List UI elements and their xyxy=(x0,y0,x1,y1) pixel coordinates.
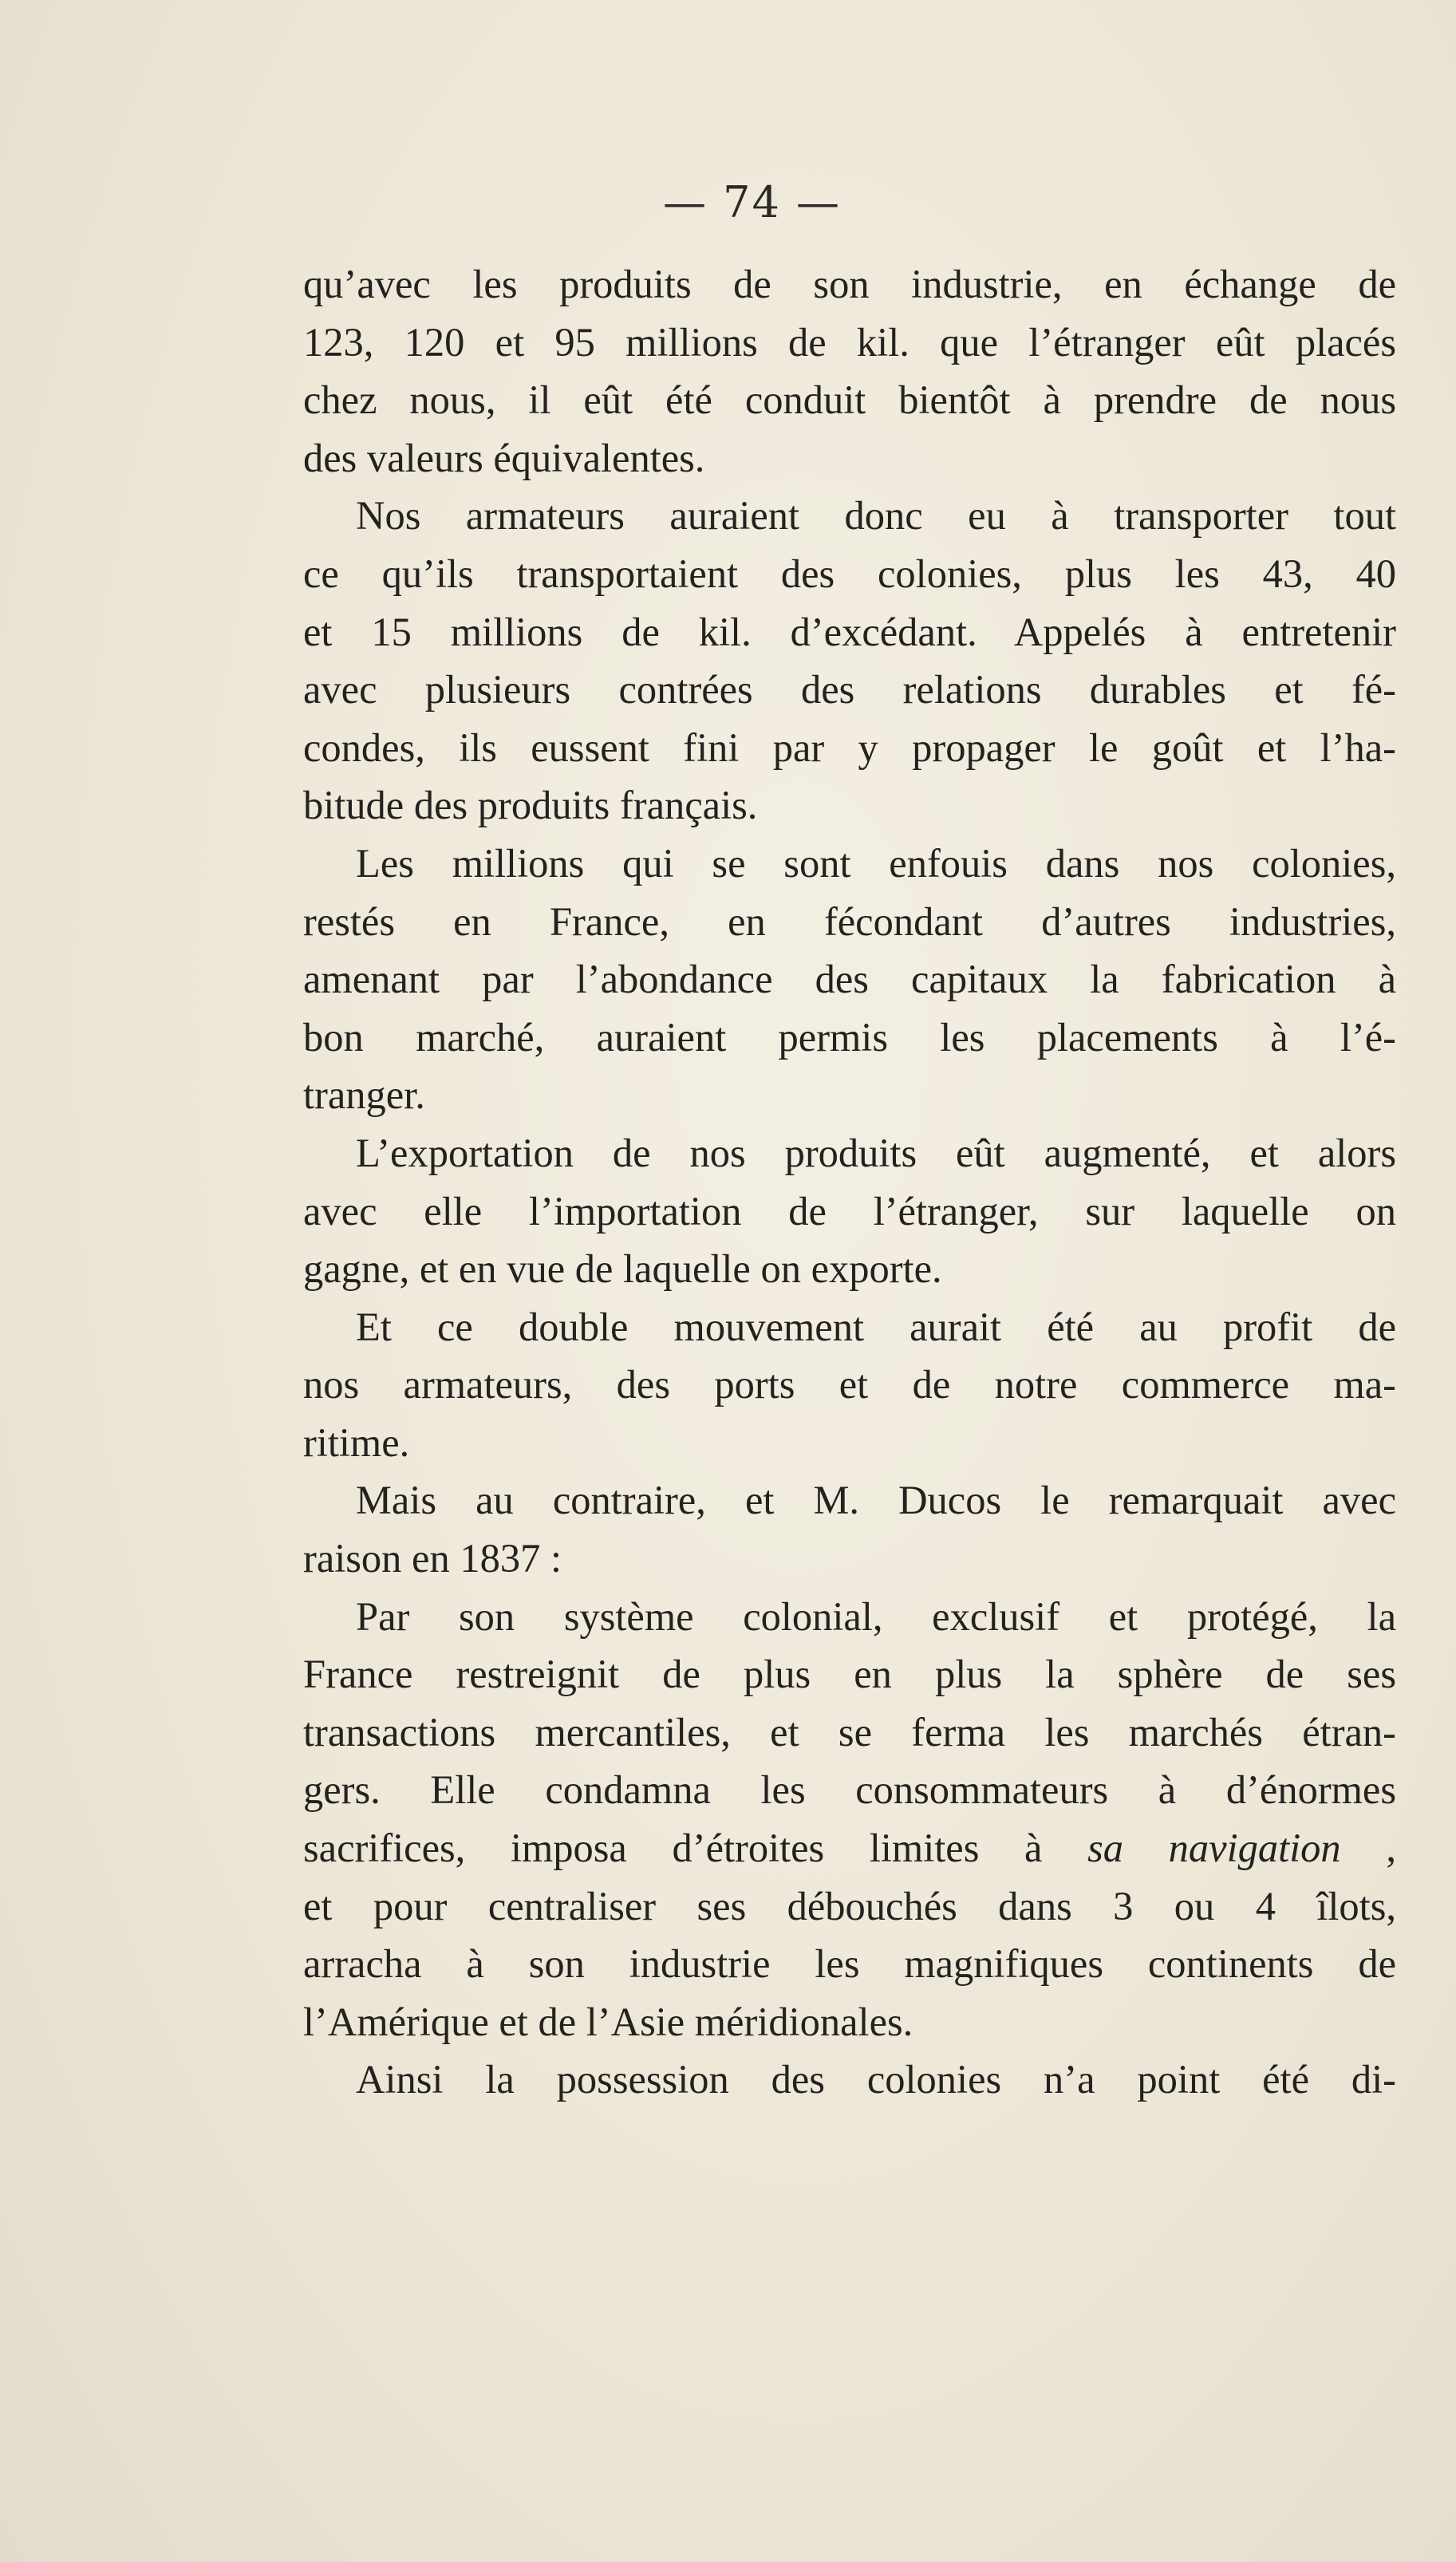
text-line-content: nos armateurs, des ports et de notre commerce ma- xyxy=(303,1362,1396,1407)
italic-phrase: sa navigation xyxy=(1087,1826,1341,1871)
text-line xyxy=(303,1182,1396,1241)
text-line xyxy=(303,835,1396,893)
text-line xyxy=(303,1645,1396,1703)
text-line-content: bitude des produits français. xyxy=(303,783,758,828)
text-line xyxy=(303,429,1396,488)
text-line-content: avec plusieurs contrées des relations durables et fé- xyxy=(303,667,1396,713)
text-line-content: gagne, et en vue de laquelle on exporte. xyxy=(303,1246,942,1292)
text-line xyxy=(303,1471,1396,1530)
text-line xyxy=(303,2051,1396,2109)
text-line-content: Par son système colonial, exclusif et protégé, la xyxy=(356,1593,1396,1639)
text-line xyxy=(303,1356,1396,1414)
text-line xyxy=(303,371,1396,429)
text-line-content: Nos armateurs auraient donc eu à transporter tout xyxy=(356,493,1396,539)
text-line xyxy=(303,487,1396,545)
text-line-content: Les millions qui se sont enfouis dans nos colonies, xyxy=(356,840,1396,886)
text-line xyxy=(303,1530,1396,1588)
text-line xyxy=(303,893,1396,951)
text-line-content: ce qu’ils transportaient des colonies, plus les 43, 40 xyxy=(303,551,1396,596)
text-line xyxy=(303,1414,1396,1472)
text-line xyxy=(303,1009,1396,1067)
text-line-content: Ainsi la possession des colonies n’a point été di- xyxy=(356,2057,1396,2102)
text-line-content: sacrifices, imposa d’étroites limites à xyxy=(303,1826,1088,1871)
text-line-content: tranger. xyxy=(303,1072,425,1118)
text-line xyxy=(303,1703,1396,1762)
text-line xyxy=(303,1240,1396,1298)
text-line-content: avec elle l’importation de l’étranger, sur laquelle on xyxy=(303,1188,1396,1234)
text-line xyxy=(303,1819,1396,1877)
text-line-content: ritime. xyxy=(303,1419,410,1465)
text-line-content: France restreignit de plus en plus la sphère de ses xyxy=(303,1652,1396,1697)
page-number: — 74 — xyxy=(662,177,842,227)
text-line-content: et pour centraliser ses débouchés dans 3 ou 4 îlots, xyxy=(303,1883,1396,1928)
text-line xyxy=(303,719,1396,777)
text-line-content: transactions mercantiles, et se ferma les marchés étran- xyxy=(303,1709,1396,1755)
text-line-content: L’exportation de nos produits eût augmenté, et alors xyxy=(356,1130,1396,1175)
text-line xyxy=(303,1298,1396,1356)
text-line-content: qu’avec les produits de son industrie, en échange de xyxy=(303,262,1396,306)
text-line-content: des valeurs équivalentes. xyxy=(303,435,705,480)
text-line xyxy=(303,776,1396,835)
text-line xyxy=(303,661,1396,719)
text-line xyxy=(303,1588,1396,1646)
text-line-content: arracha à son industrie les magnifiques continents de xyxy=(303,1941,1396,1987)
text-line xyxy=(303,1761,1396,1819)
text-line-content: l’Amérique et de l’Asie méridionales. xyxy=(303,1999,913,2044)
text-line-content: restés en France, en fécondant d’autres industries, xyxy=(303,898,1396,944)
text-line-content: Et ce double mouvement aurait été au profit de xyxy=(356,1304,1396,1349)
text-line-content: condes, ils eussent fini par y propager le goût et l’ha- xyxy=(303,724,1396,770)
body-text xyxy=(303,255,1396,2109)
text-line-content: raison en 1837 : xyxy=(303,1536,562,1581)
text-line xyxy=(303,314,1396,372)
text-line-content: Mais au contraire, et M. Ducos le remarquait avec xyxy=(356,1478,1396,1523)
text-line-content: gers. Elle condamna les consommateurs à d’énormes xyxy=(303,1767,1396,1813)
text-line xyxy=(303,1877,1396,1936)
text-line-content: chez nous, il eût été conduit bientôt à prendre de nous xyxy=(303,377,1396,423)
text-line xyxy=(303,545,1396,603)
text-line xyxy=(303,950,1396,1009)
text-line xyxy=(303,1124,1396,1182)
text-line xyxy=(303,1935,1396,1993)
text-line xyxy=(303,255,1396,314)
text-line-content: amenant par l’abondance des capitaux la fabrication à xyxy=(303,957,1396,1002)
text-line xyxy=(303,603,1396,661)
text-line-content: bon marché, auraient permis les placements à l’é- xyxy=(303,1014,1396,1060)
text-line-content: 123, 120 et 95 millions de kil. que l’étranger eût placés xyxy=(303,319,1396,365)
text-line xyxy=(303,1993,1396,2051)
text-line-content: et 15 millions de kil. d’excédant. Appelés à entretenir xyxy=(303,609,1396,654)
text-line-tail: , xyxy=(1340,1826,1396,1871)
text-line xyxy=(303,1066,1396,1124)
